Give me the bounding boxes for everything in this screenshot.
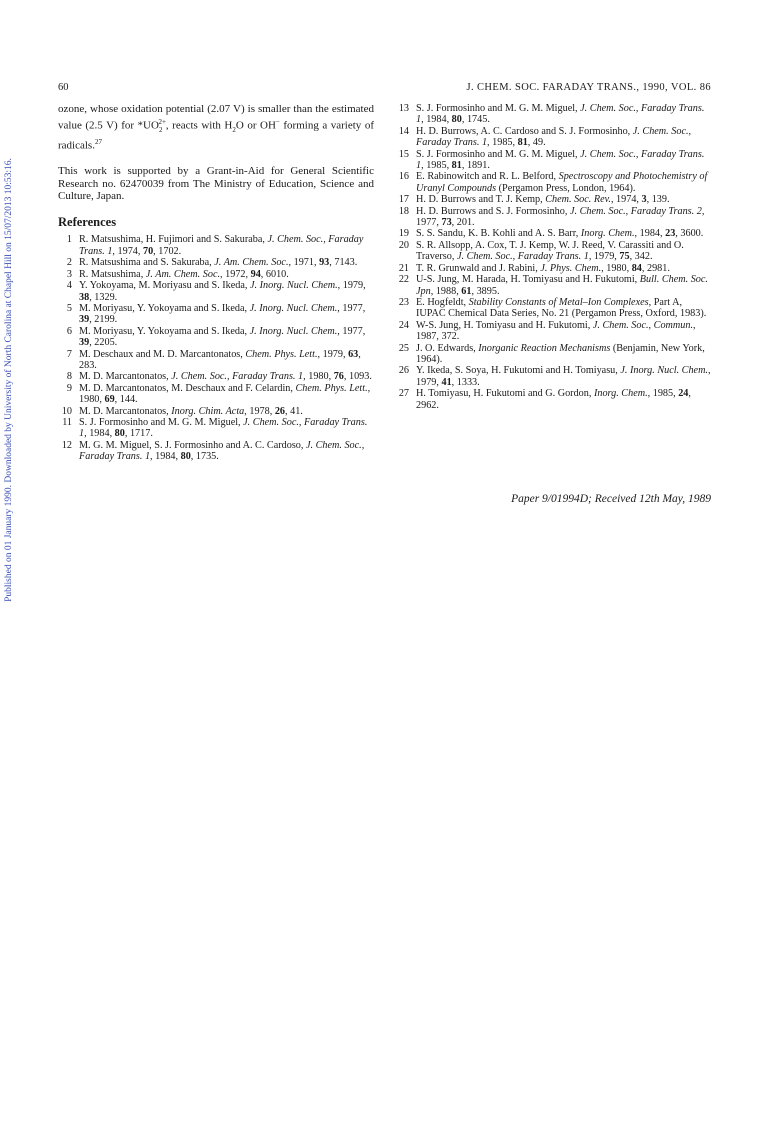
reference-pages: , 1093. (343, 371, 372, 383)
reference-journal: J. Inorg. Nucl. Chem. (249, 325, 338, 337)
reference-number: 5 (66, 302, 72, 314)
reference-journal: Inorg. Chim. Acta (171, 405, 245, 417)
reference-year: , 1984, (421, 114, 452, 126)
reference-pages: , 3600. (675, 228, 704, 240)
reference-item (393, 388, 711, 411)
superscript: − (275, 117, 280, 126)
reference-number: 24 (398, 319, 409, 331)
reference-year: , 1987, 372. (416, 319, 696, 343)
reference-authors: M. D. Marcantonatos, M. Deschaux and F. Celardin, (79, 382, 296, 394)
reference-number: 23 (398, 296, 409, 308)
text-run: O or OH (235, 119, 276, 132)
reference-list-left (58, 234, 374, 462)
reference-volume: 81 (517, 137, 528, 149)
reference-number: 6 (66, 325, 72, 337)
acknowledgement: This work is supported by a Grant-in-Aid for General Scientific Research no. 62470039 from The Ministry of Education, Science and Culture, Japan. (58, 165, 374, 203)
subscript: 2 (158, 125, 163, 134)
reference-journal: J. Inorg. Nucl. Chem. (250, 280, 338, 292)
reference-year: , Part A, IUPAC Chemical Data Series, No. 21 (Pergamon Press, Oxford, 1983). (416, 296, 707, 320)
reference-volume: 39 (79, 314, 90, 326)
reference-item (393, 297, 711, 320)
page-number: 60 (58, 82, 69, 93)
reference-journal: J. Am. Chem. Soc. (214, 257, 289, 269)
reference-volume: 80 (180, 451, 191, 463)
left-column (58, 103, 374, 463)
reference-number: 25 (398, 342, 409, 354)
reference-authors: M. Deschaux and M. D. Marcantonatos, (79, 348, 246, 360)
reference-authors: M. G. M. Miguel, S. J. Formosinho and A. C. Cardoso, (79, 439, 306, 451)
reference-year: , 1979, (317, 348, 349, 360)
reference-journal: J. Inorg. Nucl. Chem. (249, 302, 338, 314)
reference-journal: Inorg. Chem. (593, 388, 648, 400)
reference-item (58, 257, 374, 268)
reference-pages: , 1333. (451, 376, 480, 388)
reference-journal: Inorganic Reaction Mechanisms (478, 342, 611, 354)
reference-number: 13 (398, 103, 409, 114)
reference-item (58, 406, 374, 417)
reference-number: 10 (61, 405, 72, 417)
reference-item (393, 343, 711, 366)
reference-year: , 1984, (150, 451, 181, 463)
reference-number: 17 (398, 194, 409, 206)
reference-year: , 1979, (588, 251, 620, 263)
reference-volume: 39 (79, 337, 90, 349)
reference-year: , 1977, (337, 325, 366, 337)
reference-authors: S. J. Formosinho and M. G. M. Miguel, (79, 416, 244, 428)
reference-volume: 69 (104, 394, 115, 406)
superscript: 27 (94, 138, 102, 147)
reference-item (58, 371, 374, 382)
reference-volume: 75 (619, 251, 630, 263)
side-watermark (0, 60, 18, 700)
reference-journal: Stability Constants of Metal–Ion Complexes (468, 296, 649, 308)
reference-volume: 81 (451, 160, 462, 172)
reference-year: , 1977, (416, 205, 705, 229)
reference-journal: Spectroscopy and Photochemistry of Uranyl Compounds (416, 171, 708, 194)
reference-year: , 1978, (244, 405, 275, 417)
reference-authors: R. Matsushima, H. Fujimori and S. Sakuraba, (79, 234, 268, 246)
download-note[interactable]: Published on 01 January 1990. Downloaded by University of North Carolina at Chapel Hill on 15/07/2013 10:53:16. (4, 158, 14, 602)
reference-volume: 24 (678, 388, 689, 400)
reference-number: 26 (398, 365, 409, 377)
reference-pages: , 2199. (89, 314, 118, 326)
journal-header: J. CHEM. SOC. FARADAY TRANS., 1990, VOL. 86 (466, 82, 711, 93)
reference-volume: 3 (641, 194, 647, 206)
reference-authors: J. O. Edwards, (416, 342, 479, 354)
reference-number: 9 (66, 382, 72, 394)
reference-journal: J. Phys. Chem. (540, 262, 602, 274)
reference-authors: R. Matsushima and S. Sakuraba, (79, 257, 215, 269)
reference-number: 16 (398, 171, 409, 183)
reference-volume: 38 (79, 291, 90, 303)
reference-journal: Bull. Chem. Soc. Jpn (416, 274, 708, 297)
reference-journal: J. Chem. Soc., Faraday Trans. 1 (416, 125, 692, 149)
reference-item (393, 126, 711, 149)
right-column (393, 103, 711, 411)
subscript: 2 (232, 125, 236, 134)
reference-item (393, 228, 711, 239)
reference-authors: W-S. Jung, H. Tomiyasu and H. Fukutomi, (416, 319, 593, 331)
superscript: 2+ (158, 117, 166, 126)
reference-authors: E. Rabinowitch and R. L. Belford, (416, 171, 559, 183)
reference-pages: , 3895. (471, 285, 500, 297)
reference-volume: 26 (274, 405, 286, 417)
reference-item (58, 280, 374, 303)
reference-volume: 93 (319, 257, 330, 269)
reference-item (393, 194, 711, 205)
reference-pages: , 342. (629, 251, 653, 263)
reference-authors: S. R. Allsopp, A. Cox, T. J. Kemp, W. J. Reed, V. Carassiti and O. Traverso, (416, 239, 684, 263)
reference-number: 27 (398, 388, 409, 400)
reference-year: , 1984, (634, 228, 666, 240)
reference-year: , 1980, (79, 382, 371, 406)
reference-authors: U-S. Jung, M. Harada, H. Tomiyasu and H. Fukutomi, (416, 274, 640, 286)
reference-number: 12 (61, 439, 72, 451)
reference-pages: , 7143. (329, 257, 358, 269)
reference-pages: , 2205. (89, 337, 118, 349)
reference-pages: , 144. (114, 394, 138, 406)
reference-year: , 1985, (647, 388, 679, 400)
text-run: forming a variety of radicals. (58, 119, 374, 152)
reference-year: , 1979, (337, 280, 366, 292)
reference-year: , 1974, (112, 245, 143, 257)
reference-item (393, 206, 711, 229)
reference-journal: J. Chem. Soc., Faraday Trans. 1 (79, 439, 365, 463)
reference-number: 21 (398, 262, 409, 274)
references-heading: References (58, 215, 117, 230)
reference-item (393, 365, 711, 388)
reference-journal: J. Chem. Soc., Faraday Trans. 1 (416, 148, 705, 172)
reference-pages: , 139. (646, 194, 670, 206)
reference-pages: , 49. (527, 137, 546, 149)
reference-year: (Benjamin, New York, 1964). (416, 342, 705, 365)
reference-pages: , 41. (285, 405, 303, 417)
reference-pages: , 1329. (89, 291, 118, 303)
reference-pages: , 1745. (461, 114, 490, 126)
reference-item (58, 234, 374, 257)
reference-journal: J. Chem. Soc., Faraday Trans. 1 (79, 416, 368, 440)
reference-volume: 80 (451, 114, 462, 126)
reference-journal: J. Chem. Soc., Faraday Trans. 1 (416, 103, 705, 126)
reference-year: , 1980, (601, 262, 632, 274)
reference-journal: Inorg. Chem. (580, 228, 635, 240)
reference-year: , 1988, (430, 285, 462, 297)
reference-number: 3 (66, 268, 72, 280)
body-paragraph (58, 103, 374, 152)
reference-journal: J. Chem. Soc., Faraday Trans. 2 (569, 205, 702, 217)
reference-item (58, 326, 374, 349)
reference-number: 20 (398, 239, 409, 251)
reference-journal: Chem. Soc. Rev. (545, 194, 611, 206)
reference-number: 4 (66, 280, 72, 292)
reference-journal: Chem. Phys. Lett. (245, 348, 318, 360)
reference-volume: 61 (461, 285, 472, 297)
reference-journal: J. Chem. Soc., Faraday Trans. 1 (171, 371, 304, 383)
reference-number: 11 (62, 416, 72, 428)
reference-number: 8 (66, 371, 72, 383)
reference-item (58, 303, 374, 326)
reference-volume: 63 (348, 348, 359, 360)
reference-number: 7 (66, 348, 72, 360)
reference-volume: 76 (333, 371, 344, 383)
reference-item (393, 240, 711, 263)
reference-authors: M. D. Marcantonatos, (79, 371, 172, 383)
reference-authors: H. Tomiyasu, H. Fukutomi and G. Gordon, (416, 388, 594, 400)
reference-number: 1 (66, 234, 72, 246)
reference-year: , 1977, (337, 302, 366, 314)
reference-year: , 1985, (487, 137, 518, 149)
reference-pages: , 1735. (190, 451, 219, 463)
reference-pages: , 2981. (641, 262, 670, 274)
reference-year: , 1974, (610, 194, 642, 206)
reference-authors: Y. Yokoyama, M. Moriyasu and S. Ikeda, (79, 280, 251, 292)
reference-year: (Pergamon Press, London, 1964). (496, 182, 636, 194)
reference-volume: 23 (665, 228, 676, 240)
reference-year: , 1979, (416, 365, 711, 388)
reference-item (393, 103, 711, 126)
reference-pages: , 1702. (153, 245, 182, 257)
reference-item (58, 349, 374, 372)
reference-number: 22 (398, 274, 409, 286)
reference-item (393, 274, 711, 297)
reference-authors: R. Matsushima, (79, 268, 146, 280)
reference-authors: S. J. Formosinho and M. G. M. Miguel, (416, 103, 581, 114)
reference-number: 19 (398, 228, 409, 240)
text-run: , reacts with H (165, 119, 233, 132)
reference-authors: E. Hogfeldt, (416, 296, 469, 308)
reference-item (58, 440, 374, 463)
reference-year: , 1980, (303, 371, 334, 383)
reference-volume: 70 (142, 245, 154, 257)
reference-volume: 73 (441, 217, 452, 229)
reference-item (393, 149, 711, 172)
reference-authors: H. D. Burrows, A. C. Cardoso and S. J. Formosinho, (416, 125, 633, 137)
reference-authors: Y. Ikeda, S. Soya, H. Fukutomi and H. Tomiyasu, (416, 365, 621, 377)
reference-year: , 1971, (288, 257, 320, 269)
reference-number: 2 (66, 257, 72, 269)
reference-number: 18 (398, 205, 409, 217)
reference-year: , 1985, (421, 160, 452, 172)
reference-journal: J. Am. Chem. Soc. (145, 268, 221, 280)
reference-journal: J. Inorg. Nucl. Chem. (620, 365, 708, 377)
reference-volume: 84 (631, 262, 642, 274)
reference-journal: J. Chem. Soc., Faraday Trans. 1 (456, 251, 589, 263)
reference-list-right (393, 103, 711, 411)
reference-volume: 41 (441, 376, 452, 388)
reference-authors: M. Moriyasu, Y. Yokoyama and S. Ikeda, (79, 302, 250, 314)
reference-number: 15 (398, 148, 409, 160)
text-run: ozone, whose oxidation potential (2.07 V) is smaller than the estimated value (2.5 V) for *UO (58, 103, 374, 132)
reference-journal: J. Chem. Soc., Commun. (592, 319, 693, 331)
reference-authors: M. D. Marcantonatos, (79, 405, 172, 417)
reference-pages: , 283. (79, 348, 361, 371)
reference-year: , 1972, (220, 268, 251, 280)
reference-item (393, 171, 711, 194)
reference-pages: , 2962. (416, 388, 691, 411)
reference-authors: S. J. Formosinho and M. G. M. Miguel, (416, 148, 581, 160)
reference-volume: 94 (250, 268, 261, 280)
reference-year: , 1984, (84, 428, 115, 440)
reference-pages: , 1891. (461, 160, 490, 172)
paper-received-note: Paper 9/01994D; Received 12th May, 1989 (511, 493, 711, 505)
reference-number: 14 (398, 125, 409, 137)
reference-volume: 80 (114, 428, 125, 440)
reference-item (393, 320, 711, 343)
reference-journal: Chem. Phys. Lett. (295, 382, 368, 394)
reference-pages: , 6010. (260, 268, 289, 280)
reference-authors: H. D. Burrows and T. J. Kemp, (416, 194, 546, 206)
reference-journal: J. Chem. Soc., Faraday Trans. 1 (79, 234, 364, 257)
reference-item (393, 263, 711, 274)
reference-pages: , 1717. (124, 428, 153, 440)
reference-authors: T. R. Grunwald and J. Rabini, (416, 262, 541, 274)
reference-pages: , 201. (451, 217, 475, 229)
reference-authors: H. D. Burrows and S. J. Formosinho, (416, 205, 570, 217)
reference-item (58, 383, 374, 406)
reference-item (58, 269, 374, 280)
reference-authors: S. S. Sandu, K. B. Kohli and A. S. Barr, (416, 228, 581, 240)
reference-authors: M. Moriyasu, Y. Yokoyama and S. Ikeda, (79, 325, 250, 337)
reference-item (58, 417, 374, 440)
